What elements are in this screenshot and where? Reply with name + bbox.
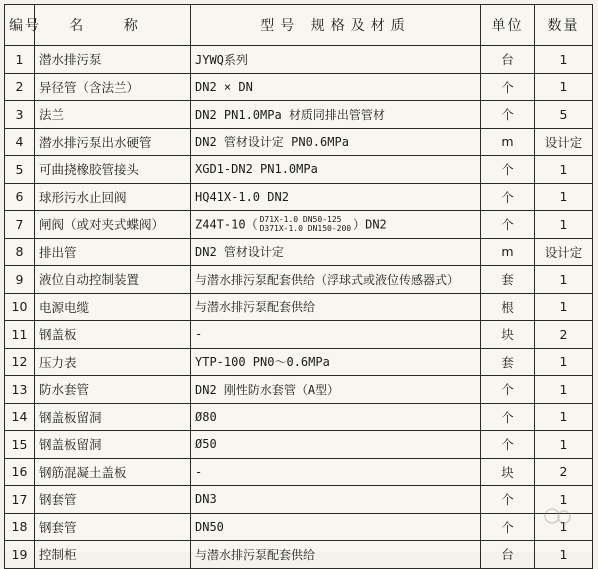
header-name: 名 称 xyxy=(35,5,191,46)
row-quantity: 1 xyxy=(535,293,593,321)
row-unit: 个 xyxy=(481,513,535,541)
row-spec-options xyxy=(260,215,352,233)
row-spec: XGD1-DN2 PN1.0MPa xyxy=(191,156,481,184)
row-spec: DN2 刚性防水套管（A型） xyxy=(191,376,481,404)
row-spec xyxy=(191,211,481,239)
row-quantity: 1 xyxy=(535,73,593,101)
row-number: 11 xyxy=(5,321,35,349)
table-row xyxy=(5,293,593,321)
row-name: 异径管（含法兰） xyxy=(35,73,191,101)
row-name: 压力表 xyxy=(35,348,191,376)
row-number: 15 xyxy=(5,431,35,459)
row-unit: 块 xyxy=(481,321,535,349)
row-unit: 台 xyxy=(481,46,535,74)
row-spec: JYWQ系列 xyxy=(191,46,481,74)
row-spec: 与潜水排污泵配套供给 xyxy=(191,293,481,321)
row-quantity: 1 xyxy=(535,211,593,239)
row-quantity: 设计定 xyxy=(535,128,593,156)
row-quantity: 1 xyxy=(535,513,593,541)
row-spec-option: D71X-1.0 DN50-125 xyxy=(259,215,342,225)
row-spec: DN2 管材设计定 PN0.6MPa xyxy=(191,128,481,156)
row-number: 8 xyxy=(5,238,35,266)
row-spec: 与潜水排污泵配套供给 xyxy=(191,541,481,569)
row-spec: DN2 管材设计定 xyxy=(191,238,481,266)
row-number: 9 xyxy=(5,266,35,294)
row-number: 14 xyxy=(5,403,35,431)
row-name: 钢盖板留洞 xyxy=(35,403,191,431)
row-unit: 个 xyxy=(481,403,535,431)
row-spec-prefix: Z44T-10（ xyxy=(195,217,258,232)
table-body xyxy=(5,46,593,569)
table-row xyxy=(5,403,593,431)
row-unit: m xyxy=(481,238,535,266)
row-number: 7 xyxy=(5,211,35,239)
table-row xyxy=(5,266,593,294)
row-unit: 个 xyxy=(481,73,535,101)
row-spec: DN3 xyxy=(191,486,481,514)
row-unit: 个 xyxy=(481,183,535,211)
table-row xyxy=(5,321,593,349)
row-name: 钢盖板 xyxy=(35,321,191,349)
row-name: 控制柜 xyxy=(35,541,191,569)
row-unit: 个 xyxy=(481,211,535,239)
table-row xyxy=(5,211,593,239)
row-quantity: 设计定 xyxy=(535,238,593,266)
row-name: 球形污水止回阀 xyxy=(35,183,191,211)
table-row xyxy=(5,183,593,211)
row-name: 法兰 xyxy=(35,101,191,129)
row-number: 2 xyxy=(5,73,35,101)
row-quantity: 1 xyxy=(535,431,593,459)
row-quantity: 5 xyxy=(535,101,593,129)
table-row xyxy=(5,73,593,101)
row-name: 防水套管 xyxy=(35,376,191,404)
table-row xyxy=(5,46,593,74)
row-quantity: 1 xyxy=(535,46,593,74)
header-no: 编号 xyxy=(5,5,35,46)
row-name: 钢盖板留洞 xyxy=(35,431,191,459)
row-quantity: 2 xyxy=(535,458,593,486)
row-spec: Ø50 xyxy=(191,431,481,459)
row-unit: 套 xyxy=(481,348,535,376)
row-unit: 个 xyxy=(481,486,535,514)
row-number: 16 xyxy=(5,458,35,486)
row-number: 13 xyxy=(5,376,35,404)
row-spec: DN2 × DN xyxy=(191,73,481,101)
row-spec: Ø80 xyxy=(191,403,481,431)
row-spec: DN50 xyxy=(191,513,481,541)
row-spec-option: D371X-1.0 DN150-200 xyxy=(259,224,352,234)
row-quantity: 1 xyxy=(535,403,593,431)
table-row xyxy=(5,238,593,266)
header-qty: 数量 xyxy=(535,5,593,46)
row-unit: 套 xyxy=(481,266,535,294)
row-number: 1 xyxy=(5,46,35,74)
row-quantity: 1 xyxy=(535,348,593,376)
row-number: 3 xyxy=(5,101,35,129)
row-number: 18 xyxy=(5,513,35,541)
table-row xyxy=(5,376,593,404)
row-unit: 个 xyxy=(481,156,535,184)
row-unit: 台 xyxy=(481,541,535,569)
row-name: 潜水排污泵 xyxy=(35,46,191,74)
table-row xyxy=(5,486,593,514)
row-name: 可曲挠橡胶管接头 xyxy=(35,156,191,184)
row-spec: HQ41X-1.0 DN2 xyxy=(191,183,481,211)
row-quantity: 1 xyxy=(535,376,593,404)
row-unit: 个 xyxy=(481,101,535,129)
header-spec: 型号 规格及材质 xyxy=(191,5,481,46)
equipment-table xyxy=(4,4,593,569)
row-number: 10 xyxy=(5,293,35,321)
equipment-table-sheet xyxy=(4,4,592,563)
table-header-row xyxy=(5,5,593,46)
row-name: 潜水排污泵出水硬管 xyxy=(35,128,191,156)
table-row xyxy=(5,128,593,156)
watermark-icon xyxy=(542,506,582,526)
table-row xyxy=(5,431,593,459)
header-unit: 单位 xyxy=(481,5,535,46)
row-name: 电源电缆 xyxy=(35,293,191,321)
row-quantity: 2 xyxy=(535,321,593,349)
row-spec: YTP-100 PN0～0.6MPa xyxy=(191,348,481,376)
table-row xyxy=(5,101,593,129)
row-spec: - xyxy=(191,458,481,486)
row-number: 19 xyxy=(5,541,35,569)
row-spec: - xyxy=(191,321,481,349)
table-row xyxy=(5,458,593,486)
row-name: 钢套管 xyxy=(35,486,191,514)
row-unit: 块 xyxy=(481,458,535,486)
table-row xyxy=(5,156,593,184)
row-quantity: 1 xyxy=(535,486,593,514)
row-number: 12 xyxy=(5,348,35,376)
row-unit: 根 xyxy=(481,293,535,321)
table-row xyxy=(5,541,593,569)
row-number: 17 xyxy=(5,486,35,514)
row-name: 液位自动控制装置 xyxy=(35,266,191,294)
table-row xyxy=(5,513,593,541)
row-unit: 个 xyxy=(481,431,535,459)
row-spec-suffix: ）DN2 xyxy=(353,217,387,232)
row-name: 闸阀（或对夹式蝶阀） xyxy=(35,211,191,239)
row-quantity: 1 xyxy=(535,183,593,211)
row-spec: 与潜水排污泵配套供给（浮球式或液位传感器式） xyxy=(191,266,481,294)
row-unit: m xyxy=(481,128,535,156)
row-quantity: 1 xyxy=(535,156,593,184)
row-quantity: 1 xyxy=(535,541,593,569)
row-number: 6 xyxy=(5,183,35,211)
row-quantity: 1 xyxy=(535,266,593,294)
row-unit: 个 xyxy=(481,376,535,404)
row-number: 4 xyxy=(5,128,35,156)
row-name: 排出管 xyxy=(35,238,191,266)
row-name: 钢筋混凝土盖板 xyxy=(35,458,191,486)
row-number: 5 xyxy=(5,156,35,184)
table-row xyxy=(5,348,593,376)
row-name: 钢套管 xyxy=(35,513,191,541)
row-spec: DN2 PN1.0MPa 材质同排出管管材 xyxy=(191,101,481,129)
